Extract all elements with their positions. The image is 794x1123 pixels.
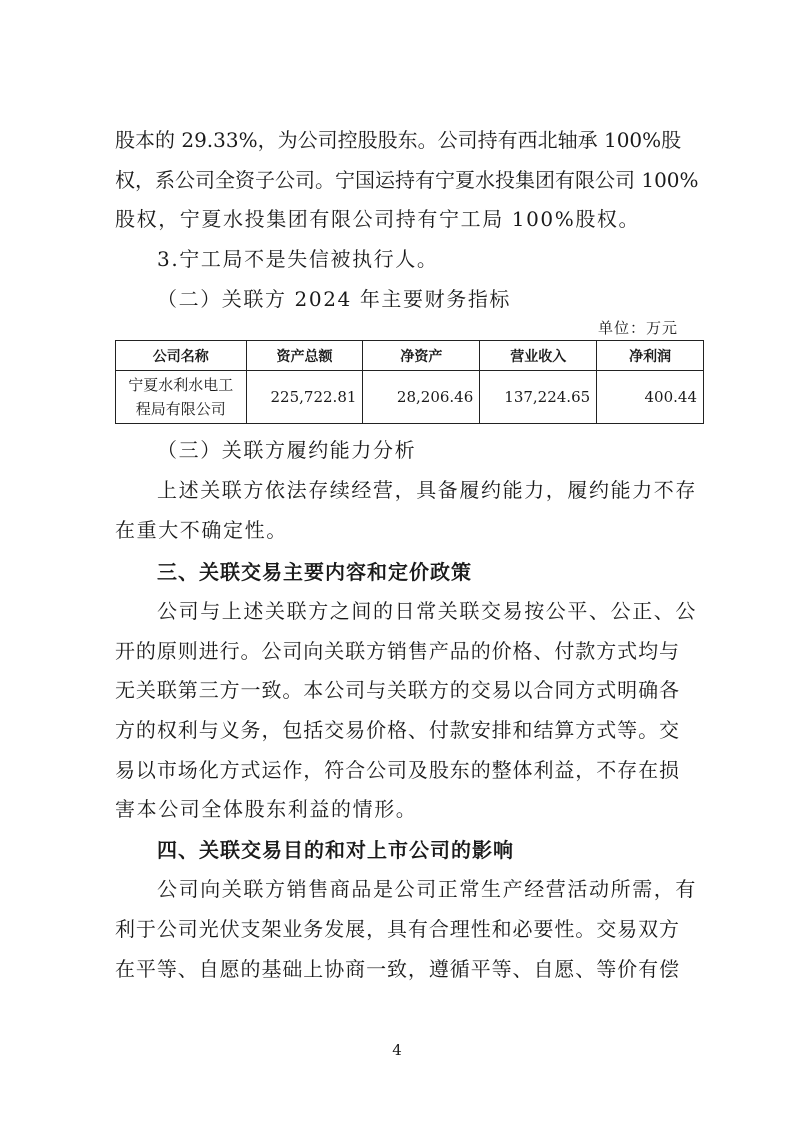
net-assets-cell: 28,206.46 xyxy=(363,371,480,424)
section-heading: （三）关联方履约能力分析 xyxy=(157,438,417,462)
revenue-cell: 137,224.65 xyxy=(480,371,597,424)
paragraph-line: 害本公司全体股东利益的情形。 xyxy=(115,797,418,821)
list-item: 3.宁工局不是失信被执行人。 xyxy=(157,247,439,271)
paragraph-line: 易以市场化方式运作，符合公司及股东的整体利益，不存在损 xyxy=(115,758,679,782)
paragraph-line: 利于公司光伏支架业务发展，具有合理性和必要性。交易双方 xyxy=(115,917,679,941)
table-header-row xyxy=(116,341,704,371)
net-profit-cell: 400.44 xyxy=(597,371,704,424)
paragraph-line: 股权，宁夏水投集团有限公司持有宁工局 100%股权。 xyxy=(115,207,641,231)
chapter-heading: 三、关联交易主要内容和定价政策 xyxy=(157,560,472,584)
column-header: 净资产 xyxy=(363,341,480,371)
paragraph-line: 无关联第三方一致。本公司与关联方的交易以合同方式明确各 xyxy=(115,678,679,702)
page-number: 4 xyxy=(392,1041,402,1059)
paragraph-line: 上述关联方依法存续经营，具备履约能力，履约能力不存 xyxy=(157,478,697,502)
total-assets-cell: 225,722.81 xyxy=(246,371,363,424)
financial-table xyxy=(115,340,704,424)
paragraph-line: 股本的 29.33%，为公司控股股东。公司持有西北轴承 100%股 xyxy=(115,128,682,152)
paragraph-line: 公司与上述关联方之间的日常关联交易按公平、公正、公 xyxy=(157,599,697,623)
paragraph-line: 方的权利与义务，包括交易价格、付款安排和结算方式等。交 xyxy=(115,718,679,742)
company-name-cell: 宁夏水利水电工程局有限公司 xyxy=(116,371,247,424)
paragraph-line: 开的原则进行。公司向关联方销售产品的价格、付款方式均与 xyxy=(115,639,679,663)
column-header: 净利润 xyxy=(597,341,704,371)
chapter-heading: 四、关联交易目的和对上市公司的影响 xyxy=(157,838,514,862)
column-header: 公司名称 xyxy=(116,341,247,371)
table-row xyxy=(116,371,704,424)
paragraph-line: 公司向关联方销售商品是公司正常生产经营活动所需，有 xyxy=(157,877,697,901)
unit-label: 单位：万元 xyxy=(598,319,679,337)
column-header: 营业收入 xyxy=(480,341,597,371)
paragraph-line: 在平等、自愿的基础上协商一致，遵循平等、自愿、等价有偿 xyxy=(115,957,679,981)
paragraph-line: 在重大不确定性。 xyxy=(115,518,288,542)
paragraph-line: 权，系公司全资子公司。宁国运持有宁夏水投集团有限公司 100% xyxy=(115,168,699,192)
section-heading: （二）关联方 2024 年主要财务指标 xyxy=(157,287,512,311)
column-header: 资产总额 xyxy=(246,341,363,371)
